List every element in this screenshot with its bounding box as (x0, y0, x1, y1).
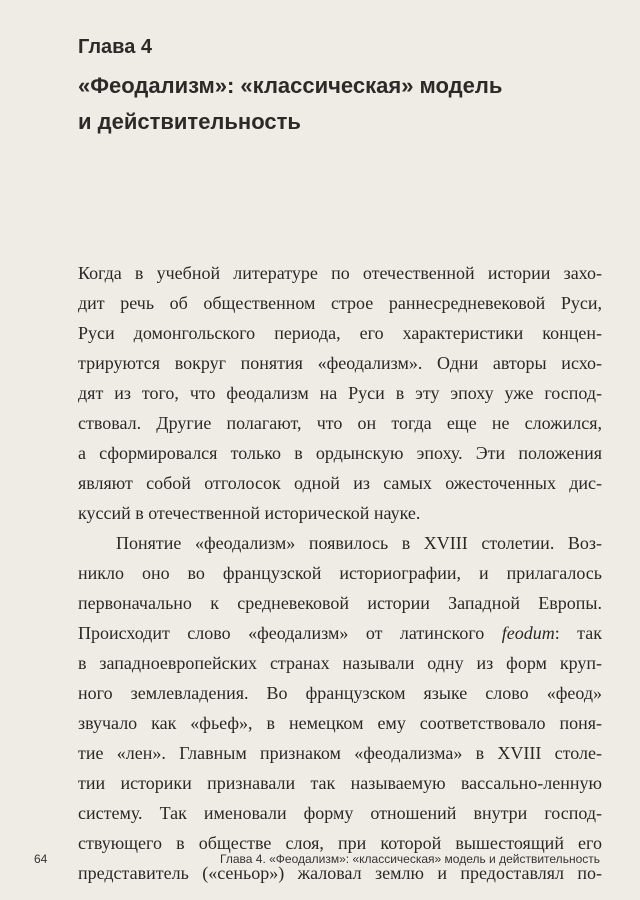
text-line: ствовал. Другие полагают, что он тогда еще не сложился, (78, 413, 602, 433)
text-line: куссий в отечественной исторической науке. (78, 503, 421, 523)
text-line: Руси домонгольского периода, его характеристики концен- (78, 323, 602, 343)
text-line: никло оно во французской историографии, и прилагалось (78, 563, 602, 583)
page-number: 64 (34, 852, 48, 866)
text-line: тие «лен». Главным признаком «феодализма» в XVIII столе- (78, 743, 602, 763)
text-line: первоначально к средневековой истории Западной Европы. (78, 593, 602, 613)
paragraph (78, 528, 602, 888)
text-line: Когда в учебной литературе по отечественной истории захо- (78, 263, 602, 283)
text-line: ного землевладения. Во французском языке слово «феод» (78, 683, 602, 703)
chapter-number: Глава 4 (78, 36, 153, 58)
chapter-title (78, 68, 618, 140)
text-line: Происходит слово «феодализм» от латинского feodum: так (78, 623, 602, 643)
running-title: Глава 4. «Феодализм»: «классическая» модель и действительность (220, 852, 600, 866)
chapter-title-line: «Феодализм»: «классическая» модель (78, 73, 503, 98)
text-line: а сформировался только в ордынскую эпоху. Эти положения (78, 443, 602, 463)
text-line: трируются вокруг понятия «феодализм». Одни авторы исхо- (78, 353, 602, 373)
text-line: дят из того, что феодализм на Руси в эту эпоху уже господ- (78, 383, 602, 403)
text-line: являют собой отголосок одной из самых ожесточенных дис- (78, 473, 602, 493)
text-line: ствующего в обществе слоя, при которой вышестоящий его (78, 833, 602, 853)
text-line: звучало как «фьеф», в немецком ему соответствовало поня- (78, 713, 602, 733)
text-line: в западноевропейских странах называли одну из форм круп- (78, 653, 602, 673)
text-line: тии историки признавали так называемую вассально-ленную (78, 773, 602, 793)
text-line: Понятие «феодализм» появилось в XVIII столетии. Воз- (116, 533, 602, 553)
chapter-title-line: и действительность (78, 109, 301, 134)
paragraph (78, 258, 602, 528)
text-line: систему. Так именовали форму отношений внутри господ- (78, 803, 602, 823)
text-line: дит речь об общественном строе раннесредневековой Руси, (78, 293, 602, 313)
body-text (78, 258, 602, 888)
text-line: представитель («сеньор») жаловал землю и предоставлял по- (78, 863, 602, 883)
latin-term: feodum (501, 623, 555, 643)
